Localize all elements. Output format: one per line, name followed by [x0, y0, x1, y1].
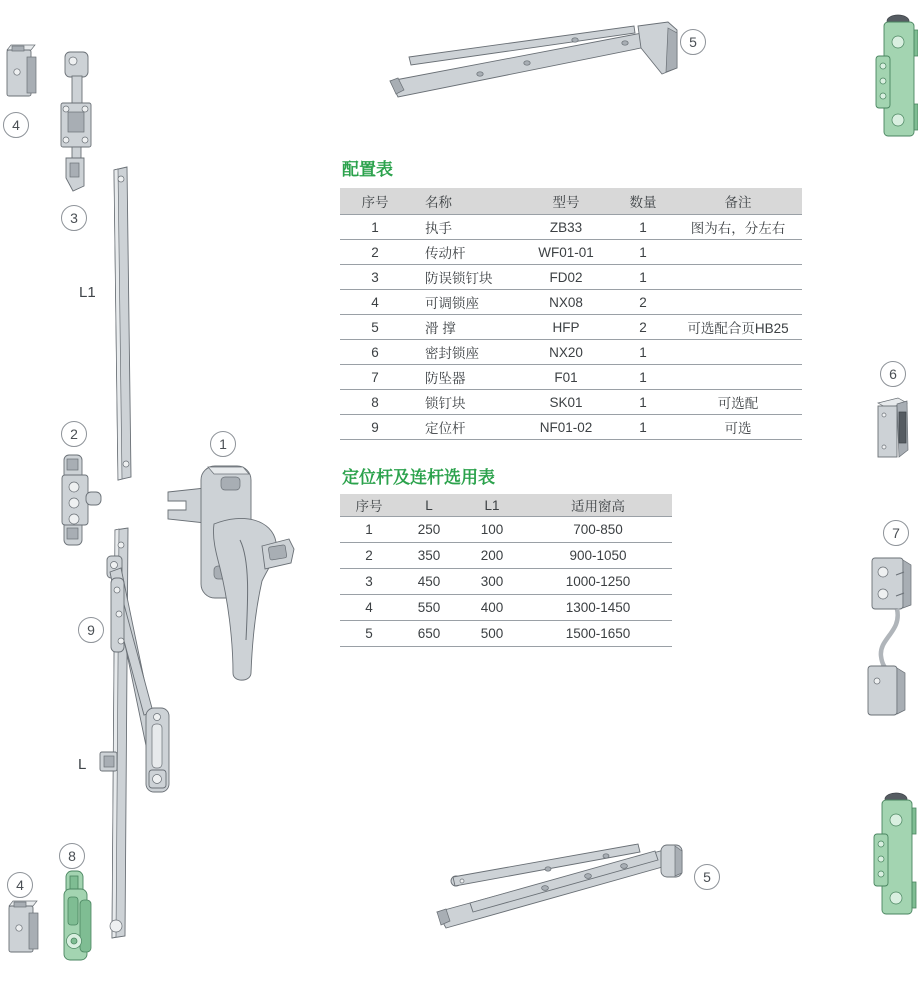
col-header-qty: 数量: [612, 188, 674, 215]
cell-qty: 1: [612, 265, 674, 290]
cell-remark: 图为右，分左右: [674, 215, 802, 240]
rod-l1-drawing: [114, 167, 131, 480]
config-table: [340, 188, 802, 440]
cell-name: 防误锁钉块: [410, 265, 520, 290]
cell-model: FD02: [520, 265, 612, 290]
part-hinge-block-top-drawing: [876, 15, 918, 136]
cell-seq: 7: [340, 365, 410, 390]
cell-seq: 4: [340, 595, 398, 621]
col-header-name: 名称: [410, 188, 520, 215]
cell-window-height: 1500-1650: [524, 621, 672, 647]
cell-qty: 2: [612, 315, 674, 340]
callout-anti-fall-device: 7: [883, 520, 909, 546]
table-row: [340, 315, 802, 340]
cell-name: 执手: [410, 215, 520, 240]
cell-model: NF01-02: [520, 415, 612, 440]
part-friction-stay-bottom-drawing: [437, 844, 682, 928]
cell-seq: 8: [340, 390, 410, 415]
table-row: [340, 215, 802, 240]
cell-remark: 可选: [674, 415, 802, 440]
cell-seq: 2: [340, 240, 410, 265]
cell-seq: 6: [340, 340, 410, 365]
cell-qty: 1: [612, 340, 674, 365]
cell-window-height: 900-1050: [524, 543, 672, 569]
col-header-model: 型号: [520, 188, 612, 215]
callout-positioning-rod: 9: [78, 617, 104, 643]
part-seal-lock-seat-drawing: [878, 398, 908, 457]
cell-l1: 200: [460, 543, 524, 569]
col-header-window-height: 适用窗高: [524, 494, 672, 517]
cell-remark: 可选配: [674, 390, 802, 415]
cell-model: ZB33: [520, 215, 612, 240]
callout-friction-stay-bottom: 5: [694, 864, 720, 890]
cell-qty: 1: [612, 365, 674, 390]
cell-l1: 500: [460, 621, 524, 647]
cell-qty: 1: [612, 215, 674, 240]
callout-friction-stay-top: 5: [680, 29, 706, 55]
callout-anti-mislock-block: 3: [61, 205, 87, 231]
part-friction-stay-top-drawing: [390, 22, 677, 97]
table-row: [340, 517, 672, 543]
cell-name: 可调锁座: [410, 290, 520, 315]
config-table-title: 配置表: [342, 160, 393, 179]
dimension-label-l1: L1: [79, 284, 96, 301]
cell-name: 滑 撑: [410, 315, 520, 340]
table-row: [340, 569, 672, 595]
cell-l1: 400: [460, 595, 524, 621]
table-row: [340, 240, 802, 265]
cell-seq: 2: [340, 543, 398, 569]
cell-l: 450: [398, 569, 460, 595]
cell-model: SK01: [520, 390, 612, 415]
cell-name: 锁钉块: [410, 390, 520, 415]
cell-remark: [674, 340, 802, 365]
callout-lock-pin-block: 8: [59, 843, 85, 869]
table-row: [340, 365, 802, 390]
table-row: [340, 543, 672, 569]
part-hinge-block-bottom-drawing: [874, 793, 916, 914]
cell-l: 350: [398, 543, 460, 569]
part-adjustable-lock-seat-drawing: [7, 45, 36, 96]
cell-seq: 1: [340, 517, 398, 543]
cell-seq: 3: [340, 265, 410, 290]
col-header-l: L: [398, 494, 460, 517]
callout-adjustable-lock-seat-bottom: 4: [7, 872, 33, 898]
callout-handle: 1: [210, 431, 236, 457]
cell-seq: 5: [340, 315, 410, 340]
part-lock-pin-block-drawing: [64, 871, 91, 960]
config-table-header-row: [340, 188, 802, 215]
cell-l1: 300: [460, 569, 524, 595]
cell-window-height: 1300-1450: [524, 595, 672, 621]
cell-remark: [674, 240, 802, 265]
table-row: [340, 290, 802, 315]
cell-model: NX08: [520, 290, 612, 315]
table-row: [340, 390, 802, 415]
cell-name: 定位杆: [410, 415, 520, 440]
cell-name: 防坠器: [410, 365, 520, 390]
table-row: [340, 595, 672, 621]
part-positioning-rod-drawing: [100, 556, 169, 792]
cell-window-height: 700-850: [524, 517, 672, 543]
cell-model: F01: [520, 365, 612, 390]
cell-model: HFP: [520, 315, 612, 340]
selection-table-title: 定位杆及连杆选用表: [342, 468, 495, 487]
cell-qty: 1: [612, 390, 674, 415]
table-row: [340, 340, 802, 365]
table-row: [340, 621, 672, 647]
part-anti-mislock-block-drawing: [61, 52, 91, 191]
cell-l: 550: [398, 595, 460, 621]
part-adjustable-lock-seat-bottom-drawing: [9, 901, 38, 952]
col-header-seq: 序号: [340, 188, 410, 215]
cell-l: 250: [398, 517, 460, 543]
col-header-l1: L1: [460, 494, 524, 517]
callout-adjustable-lock-seat-top: 4: [3, 112, 29, 138]
part-anti-fall-device-drawing: [868, 558, 911, 715]
cell-seq: 4: [340, 290, 410, 315]
callout-seal-lock-seat: 6: [880, 361, 906, 387]
cell-l1: 100: [460, 517, 524, 543]
selection-table-header-row: [340, 494, 672, 517]
cell-seq: 9: [340, 415, 410, 440]
cell-seq: 5: [340, 621, 398, 647]
cell-name: 密封锁座: [410, 340, 520, 365]
cell-qty: 1: [612, 240, 674, 265]
cell-model: WF01-01: [520, 240, 612, 265]
cell-remark: [674, 265, 802, 290]
col-header-remark: 备注: [674, 188, 802, 215]
cell-model: NX20: [520, 340, 612, 365]
table-row: [340, 415, 802, 440]
cell-seq: 3: [340, 569, 398, 595]
cell-remark: [674, 290, 802, 315]
cell-seq: 1: [340, 215, 410, 240]
cell-window-height: 1000-1250: [524, 569, 672, 595]
table-row: [340, 265, 802, 290]
cell-name: 传动杆: [410, 240, 520, 265]
cell-qty: 2: [612, 290, 674, 315]
cell-qty: 1: [612, 415, 674, 440]
col-header-seq: 序号: [340, 494, 398, 517]
cell-remark: [674, 365, 802, 390]
cell-l: 650: [398, 621, 460, 647]
part-handle-drawing: [168, 466, 294, 680]
cell-remark: 可选配合页HB25: [674, 315, 802, 340]
selection-table: [340, 494, 672, 647]
part-drive-rod-drawing: [62, 455, 101, 545]
dimension-label-l: L: [78, 756, 87, 773]
callout-drive-rod: 2: [61, 421, 87, 447]
